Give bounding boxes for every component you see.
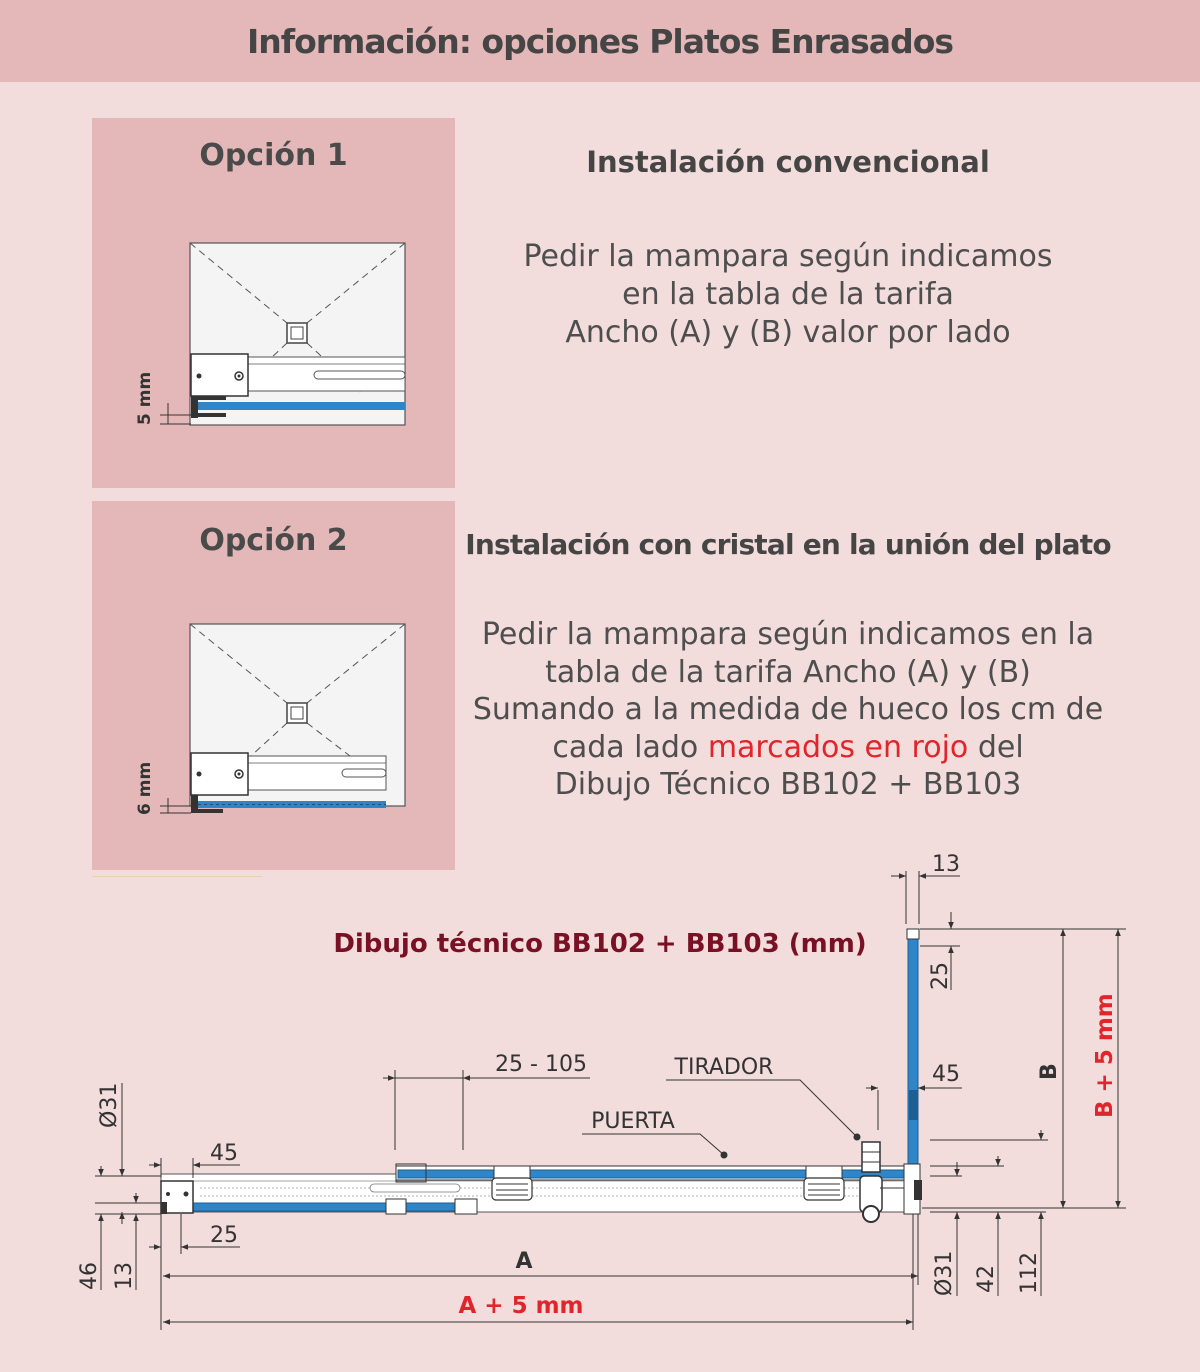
description-line: Pedir la mampara según indicamos en la [481, 617, 1095, 652]
text-span: del [968, 729, 1024, 765]
dim-top-13: 13 [932, 852, 960, 877]
description-line: Dibujo Técnico BB102 + BB103 [554, 767, 1022, 802]
description-line: Ancho (A) y (B) valor por lado [565, 315, 1011, 350]
dim-right-45: 45 [932, 1062, 960, 1087]
page-header [0, 0, 1200, 82]
description-line: Sumando a la medida de hueco los cm de [472, 692, 1104, 727]
option-1-heading: Instalación convencional [586, 145, 990, 179]
text-span: cada lado [552, 729, 708, 765]
description-line: Pedir la mampara según indicamos [523, 239, 1053, 274]
option-1-panel [92, 118, 455, 488]
door-roller-left [492, 1166, 532, 1200]
dim-left-13: 13 [112, 1262, 137, 1290]
option-1-diagram [92, 118, 455, 488]
dim-25: 25 [928, 962, 953, 990]
option-2-panel [92, 501, 455, 870]
option-1-description [428, 238, 1148, 352]
technical-drawing [0, 840, 1200, 1372]
drain-icon [287, 703, 307, 723]
label-tirador: TIRADOR [674, 1055, 774, 1080]
glass-panel [198, 402, 405, 410]
dim-left-25: 25 [210, 1223, 238, 1248]
option-2-title: Opción 2 [199, 523, 348, 558]
option-1-title: Opción 1 [199, 138, 348, 173]
description-line: tabla de la tarifa Ancho (A) y (B) [545, 654, 1031, 690]
dim-b-plus: B + 5 mm [1092, 993, 1118, 1118]
dim-left-46: 46 [77, 1262, 102, 1290]
dim-b: B [1037, 1063, 1062, 1080]
drawing-title: Dibujo técnico BB102 + BB103 (mm) [333, 929, 867, 959]
drain-icon [287, 323, 307, 343]
dim-right-112: 112 [1017, 1252, 1042, 1294]
dim-right-42: 42 [974, 1265, 999, 1293]
dim-a: A [515, 1249, 533, 1274]
label-puerta: PUERTA [591, 1109, 675, 1134]
dim-left-diameter: Ø31 [97, 1082, 122, 1128]
description-line [428, 729, 1148, 767]
dim-right-diameter: Ø31 [932, 1250, 957, 1296]
option-2-dimension: 6 mm [135, 761, 155, 815]
option-2-description [428, 616, 1148, 804]
description-line: en la tabla de la tarifa [622, 277, 954, 312]
option-2-diagram [92, 501, 455, 870]
dim-left-45: 45 [210, 1141, 238, 1166]
option-2-heading: Instalación con cristal en la unión del plato [465, 528, 1111, 561]
dim-a-plus: A + 5 mm [458, 1293, 584, 1319]
highlight-text: marcados en rojo [707, 729, 969, 765]
option-1-dimension: 5 mm [135, 371, 155, 425]
glass-panel [198, 801, 386, 808]
page-title: Información: opciones Platos Enrasados [246, 21, 954, 61]
door-roller-right [804, 1166, 844, 1200]
fixed-bottom-glass [163, 1203, 475, 1211]
dim-range: 25 - 105 [495, 1052, 587, 1077]
